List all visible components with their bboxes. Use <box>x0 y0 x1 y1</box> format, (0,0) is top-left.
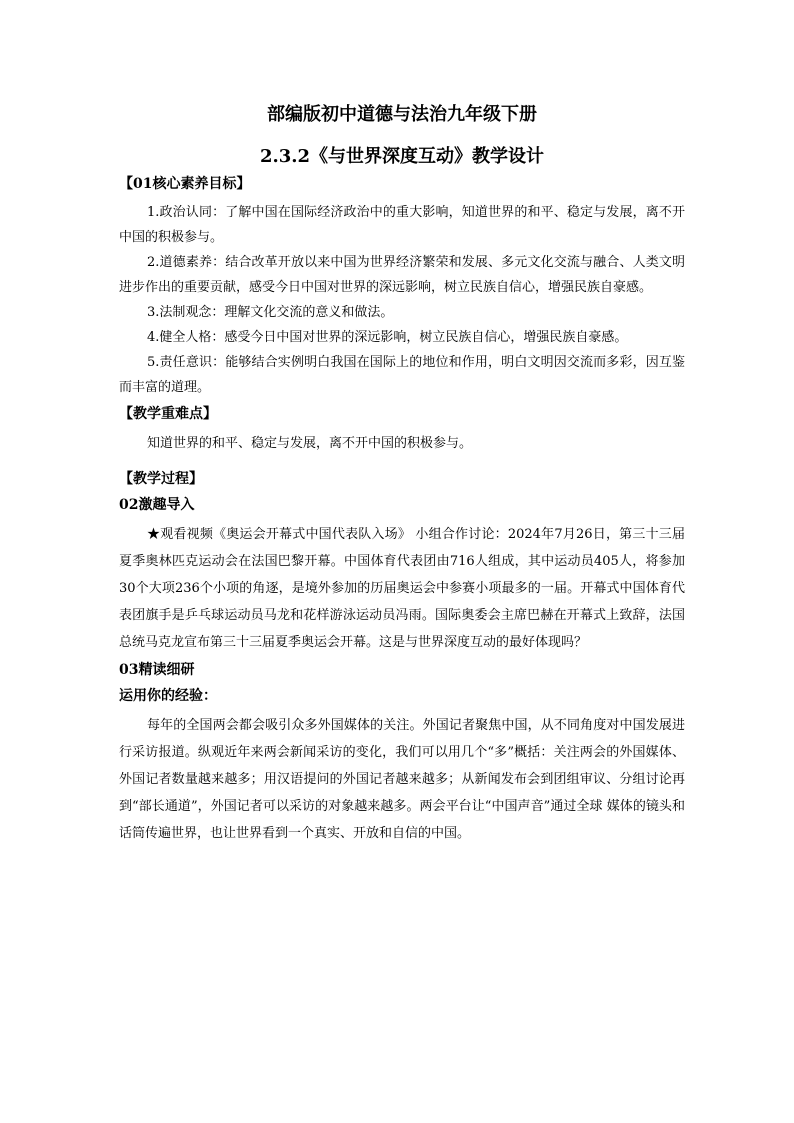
document-title: 部编版初中道德与法治九年级下册 <box>267 104 537 125</box>
core-goals-heading: 【01核心素养目标】 <box>119 176 251 192</box>
experience-text: 每年的全国两会都会吸引众多外国媒体的关注。外国记者聚焦中国，从不同角度对中国发展进行采访报道。纵观近年来两会新闻采访的变化，我们可以用几个“多”概括：关注两会的外国媒体、外国记者数量越来越多；用汉语提问的外国记者越来越多；从新闻发布会到团组审议、分组讨论再到“部长通道”，外国记者可以采访的对象越来越多。两会平台让“中国声音”通过全球 媒体的镜头和话筒传遍世界，也让世界看到一个真实、开放和自信的中国。 <box>119 718 685 841</box>
key-points-text: 知道世界的和平、稳定与发展，离不开中国的积极参与。 <box>147 436 473 451</box>
core-goal-item: 5.责任意识：能够结合实例明白我国在国际上的地位和作用，明白文明因交流而多彩，因互鉴而丰富的道理。 <box>119 355 685 395</box>
core-goal-item: 1.政治认同：了解中国在国际经济政治中的重大影响，知道世界的和平、稳定与发展，离不开中国的积极参与。 <box>119 205 685 245</box>
lesson-title: 2.3.2《与世界深度互动》教学设计 <box>259 146 545 167</box>
experience-heading: 运用你的经验： <box>119 688 217 704</box>
key-points-heading: 【教学重难点】 <box>119 406 217 422</box>
core-goal-item: 3.法制观念：理解文化交流的意义和做法。 <box>147 305 394 320</box>
core-goal-item: 4.健全人格：感受今日中国对世界的深远影响，树立民族自信心，增强民族自豪感。 <box>147 330 628 345</box>
intro-heading: 02激趣导入 <box>119 497 195 513</box>
close-reading-heading: 03精读细研 <box>119 662 195 678</box>
teaching-process-heading: 【教学过程】 <box>119 471 203 487</box>
document-body <box>119 102 685 847</box>
intro-text: ★观看视频《奥运会开幕式中国代表队入场》 小组合作讨论：2024年7月26日，第三十三届夏季奥林匹克运动会在法国巴黎开幕。中国体育代表团由716人组成，其中运动员405人，将参加30个大项236个小项的角逐，是境外参加的历届奥运会中参赛小项最多的一届。开幕式中国体育代表团旗手是乒乓球运动员马龙和花样游泳运动员冯雨。国际奥委会主席巴赫在开幕式上致辞，法国总统马克龙宣布第三十三届夏季奥运会开幕。这是与世界深度互动的最好体现吗？ <box>119 527 685 650</box>
core-goal-item: 2.道德素养：结合改革开放以来中国为世界经济繁荣和发展、多元文化交流与融合、人类文明进步作出的重要贡献，感受今日中国对世界的深远影响，树立民族自信心，增强民族自豪感。 <box>119 255 685 295</box>
